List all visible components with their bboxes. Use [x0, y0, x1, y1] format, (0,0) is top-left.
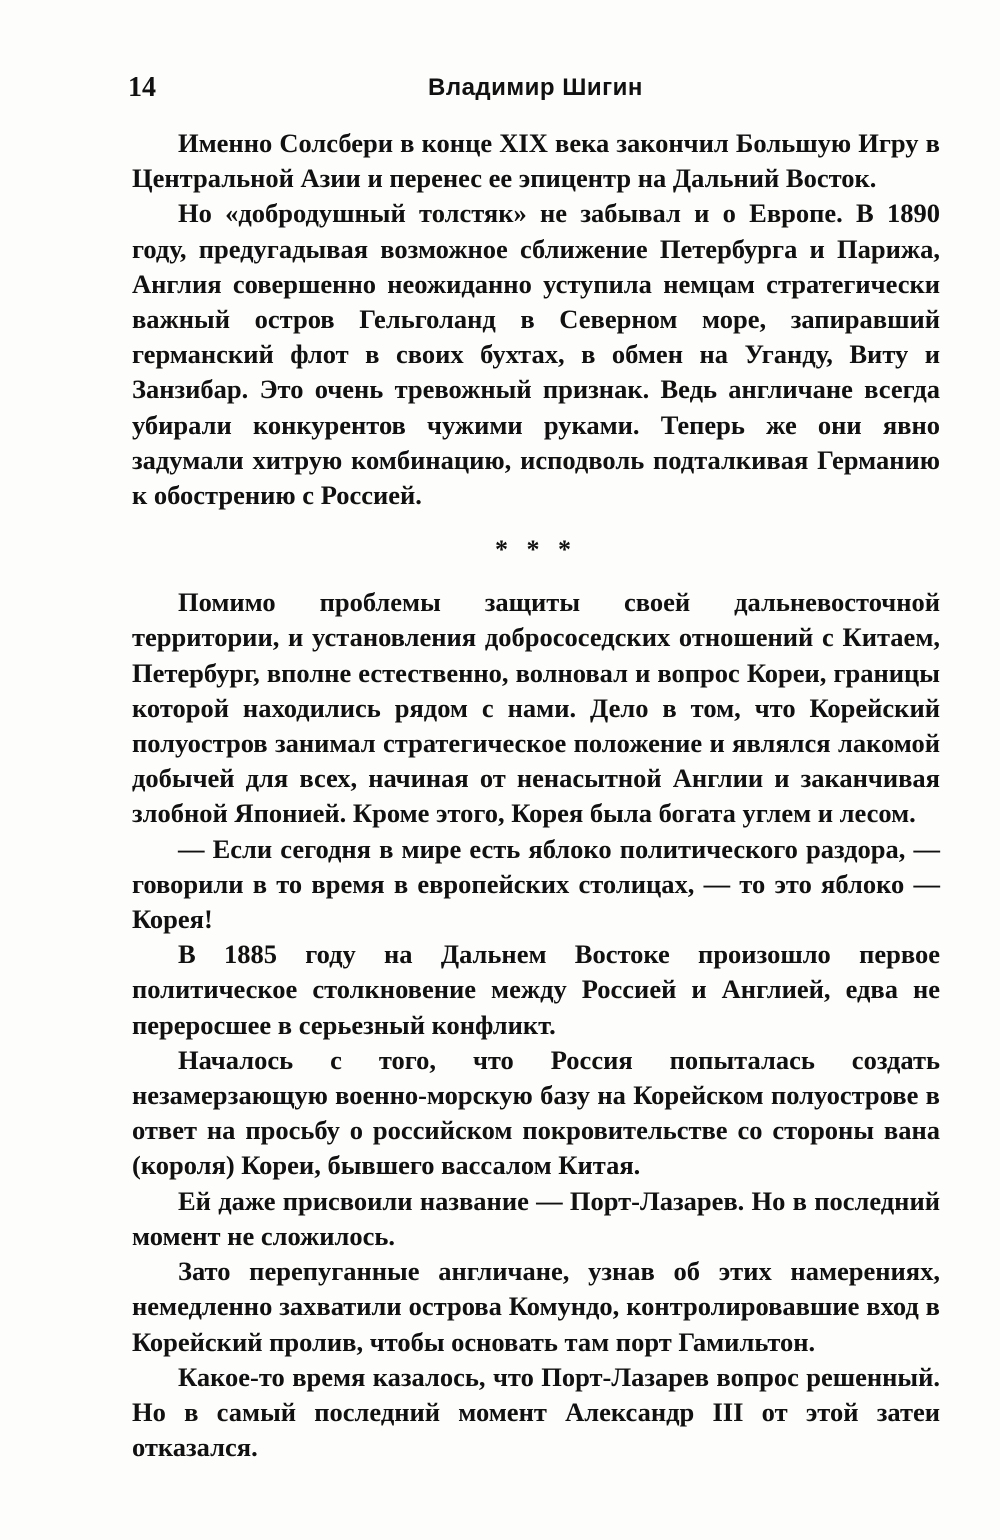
paragraph: Но «добродушный толстяк» не забывал и о Европе. В 1890 году, предугадывая возможное сближение Петербурга и Парижа, Англия совершенно неожиданно уступила немцам стратегически важный остров Гельголанд в Северном море, запиравший германский флот в своих бухтах, в обмен на Уганду, Виту и Занзибар. Это очень тревожный признак. Ведь англичане всегда убирали конкурентов чужими руками. Теперь же они явно задумали хитрую комбинацию, исподволь подталкивая Германию к обострению с Россией. [132, 198, 940, 511]
paragraph: Какое-то время казалось, что Порт-Лазарев вопрос решенный. Но в самый последний момент Александр III от этой затеи отказался. [132, 1361, 940, 1463]
page-number: 14 [128, 72, 156, 103]
running-head-author: Владимир Шигин [428, 74, 643, 101]
paragraph: Именно Солсбери в конце XIX века закончил Большую Игру в Центральной Азии и перенес ее эпицентр на Дальний Восток. [132, 128, 940, 194]
paragraph: Ей даже присвоили название — Порт-Лазарев. Но в последний момент не сложилось. [132, 1185, 940, 1251]
paragraph: Началось с того, что Россия попыталась создать незамерзающую военно-морскую базу на Корейском полуострове в ответ на просьбу о российском покровительстве со стороны вана (короля) Кореи, бывшего вассалом Китая. [132, 1044, 940, 1181]
paragraph: — Если сегодня в мире есть яблоко политического раздора, — говорили в то время в европейских столицах, — то это яблоко — Корея! [132, 833, 940, 935]
page-header [128, 72, 940, 112]
paragraph: Помимо проблемы защиты своей дальневосточной территории, и установления добрососедских отношений с Китаем, Петербург, вполне естественно, волновал и вопрос Кореи, границы которой находились рядом с нами. Дело в том, что Корейский полуостров занимал стратегическое положение и являлся лакомой добычей для всех, начиная от ненасытной Англии и заканчивая злобной Японией. Кроме этого, Корея была богата углем и лесом. [132, 587, 940, 829]
paragraph: В 1885 году на Дальнем Востоке произошло первое политическое столкновение между Россией и Англией, едва не переросшее в серьезный конфликт. [132, 939, 940, 1040]
paragraph: Зато перепуганные англичане, узнав об этих намерениях, немедленно захватили острова Комундо, контролировавшие вход в Корейский пролив, чтобы основать там порт Гамильтон. [132, 1256, 940, 1357]
body-text [132, 126, 940, 1465]
section-separator: * * * [495, 535, 577, 565]
